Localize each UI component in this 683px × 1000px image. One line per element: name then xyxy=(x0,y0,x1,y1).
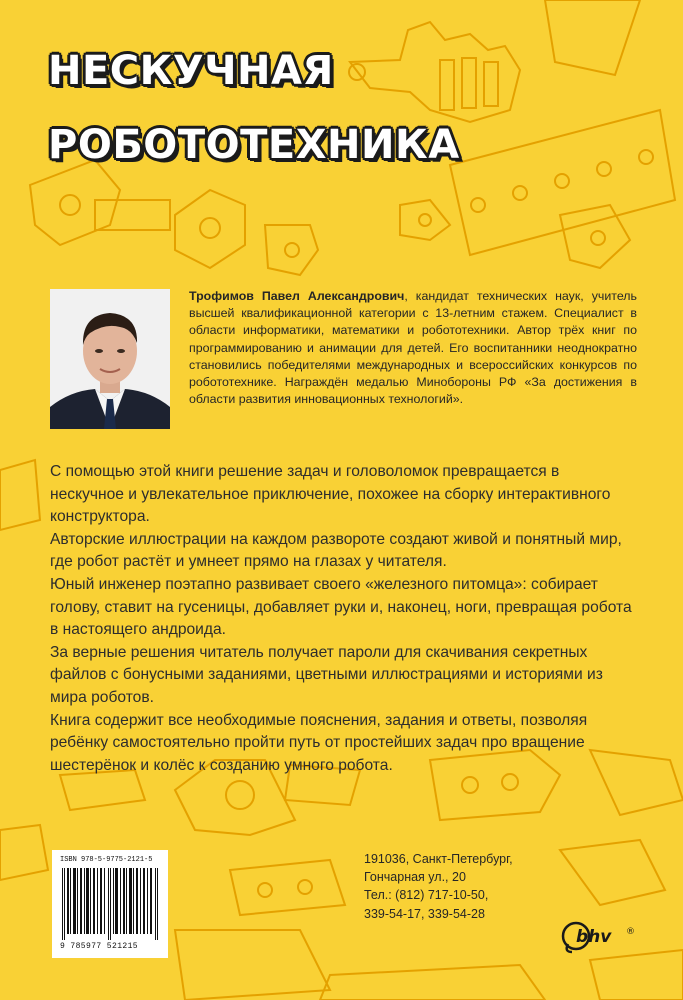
description-paragraph: Книга содержит все необходимые пояснения, задания и ответы, позволяя ребёнку самостоятельно пройти путь от простейших задач про вращение шестерёнок и колёс к созданию умного робота. xyxy=(50,711,588,774)
author-bio-text: , кандидат технических наук, учитель высшей квалификационной категории с 13-летним стажем. Специалист в области информатики, математики и робототехники. Автор трёх книг по программированию и анимации для детей. Его воспитанники неоднократно становились победителями международных и всероссийских конкурсов по робототехнике. Награждён медалью Минобороны РФ «За достижения в области развития инновационных технологий». xyxy=(189,289,637,407)
registered-mark: ® xyxy=(626,927,635,937)
description-paragraph: Авторские иллюстрации на каждом развороте создают живой и понятный мир, где робот растёт и умнеет прямо на глазах у читателя. xyxy=(50,530,622,571)
barcode-bars xyxy=(60,868,160,940)
address-line-2: Гончарная ул., 20 xyxy=(364,870,466,885)
author-bio xyxy=(189,288,637,408)
publisher-contact xyxy=(364,850,513,923)
author-name: Трофимов Павел Александрович xyxy=(189,289,405,303)
isbn-number: ISBN 978-5-9775-2121-5 xyxy=(60,856,153,864)
bhv-logo xyxy=(560,914,640,954)
address-line-1: 191036, Санкт-Петербург, xyxy=(364,852,513,866)
phone-line-2: 339-54-17, 339-54-28 xyxy=(364,906,485,921)
book-description xyxy=(50,461,635,777)
bhv-logo-text: bhv xyxy=(576,927,612,947)
author-photo xyxy=(50,289,170,429)
barcode-digits: 9 785977 521215 xyxy=(60,942,139,951)
book-title-line-1: НЕСКУЧНАЯ xyxy=(48,48,334,94)
description-paragraph: С помощью этой книги решение задач и головоломок превращается в нескучное и увлекательное приключение, похожее на сборку интерактивного конструктора. xyxy=(50,463,611,526)
book-title-line-2: РОБОТОТЕХНИКА xyxy=(48,122,460,168)
description-paragraph: За верные решения читатель получает пароли для скачивания секретных файлов с бонусными заданиями, цветными иллюстрациями и историями из мира роботов. xyxy=(50,643,603,706)
isbn-barcode xyxy=(52,850,168,958)
description-paragraph: Юный инженер поэтапно развивает своего «железного питомца»: собирает голову, ставит на гусеницы, добавляет руки и, наконец, ноги, превращая робота в настоящего андроида. xyxy=(50,575,632,639)
phone-line-1: Тел.: (812) 717-10-50, xyxy=(364,888,489,903)
